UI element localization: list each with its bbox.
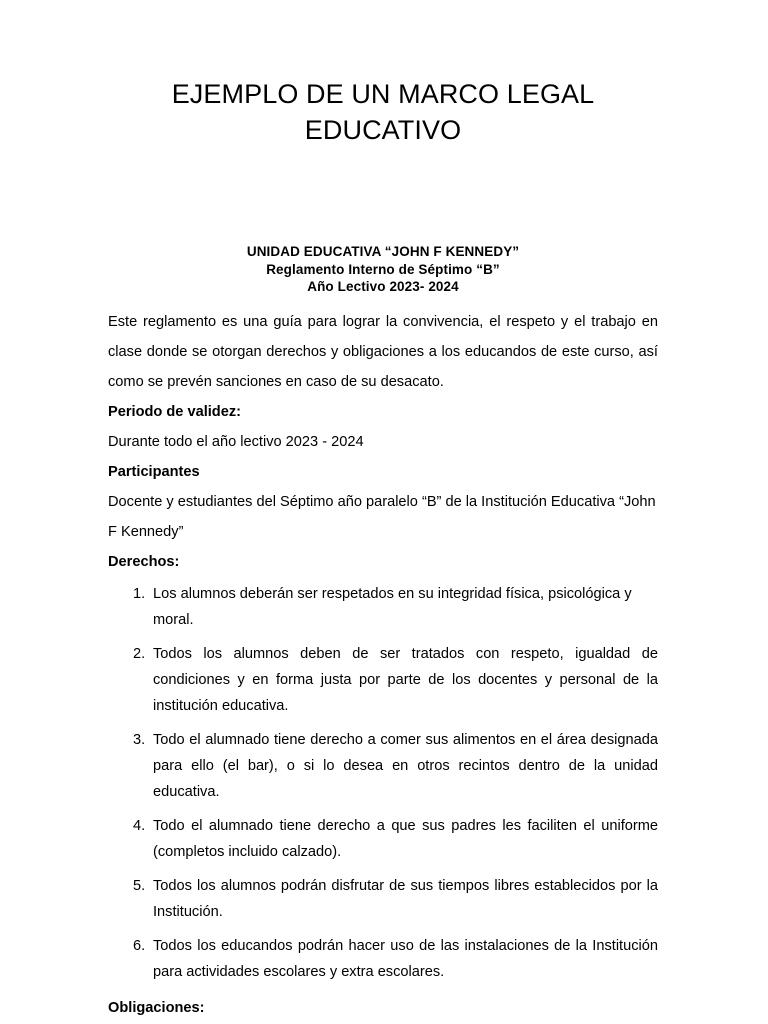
list-item-number: 3. (133, 731, 146, 748)
list-item (108, 933, 658, 985)
page-title-line-1: EJEMPLO DE UN MARCO LEGAL (171, 79, 595, 109)
intro-paragraph: Este reglamento es una guía para lograr la convivencia, el respeto y el trabajo en clase donde se otorgan derechos y obligaciones a los educandos de este curso, así como se prevén sanciones en caso de su desacato. (108, 313, 658, 390)
list-item-text: Todos los alumnos deben de ser tratados con respeto, igualdad de condiciones y en forma justa por parte de los docentes y personal de la institución educativa. (153, 645, 658, 714)
participants-label: Participantes (108, 463, 200, 480)
school-year: Año Lectivo 2023- 2024 (307, 279, 459, 294)
list-item-text: Todo el alumnado tiene derecho a que sus padres les faciliten el uniforme (completos incluido calzado). (153, 817, 658, 860)
list-item-text: Todos los educandos podrán hacer uso de las instalaciones de la Institución para actividades escolares y extra escolares. (153, 937, 658, 980)
institution-name: UNIDAD EDUCATIVA “JOHN F KENNEDY” (246, 244, 520, 259)
document-body (108, 243, 658, 1024)
list-item (108, 873, 658, 925)
institution-heading (108, 243, 658, 296)
list-item-number: 4. (133, 817, 146, 834)
list-item-number: 2. (133, 645, 146, 662)
list-item-text: Todos los alumnos podrán disfrutar de sus tiempos libres establecidos por la Institución. (153, 877, 658, 920)
list-item-text: Todo el alumnado tiene derecho a comer sus alimentos en el área designada para ello (el bar), o si lo desea en otros recintos dentro de la unidad educativa. (153, 731, 658, 800)
list-item (108, 641, 658, 719)
validity-period-label: Periodo de validez: (108, 403, 241, 420)
list-item (108, 581, 658, 633)
rights-label: Derechos: (108, 553, 180, 570)
list-item-number: 1. (133, 585, 146, 602)
list-item-number: 6. (133, 937, 146, 954)
participants-value: Docente y estudiantes del Séptimo año paralelo “B” de la Institución Educativa “John F Kennedy” (108, 493, 656, 540)
obligations-label: Obligaciones: (108, 999, 205, 1016)
list-item-number: 5. (133, 877, 146, 894)
validity-period-value: Durante todo el año lectivo 2023 - 2024 (108, 433, 364, 450)
list-item (108, 727, 658, 805)
list-item (108, 813, 658, 865)
regulation-subtitle: Reglamento Interno de Séptimo “B” (266, 261, 500, 277)
page-title (108, 76, 658, 148)
list-item-text: Los alumnos deberán ser respetados en su integridad física, psicológica y moral. (153, 585, 632, 628)
rights-list (108, 581, 658, 985)
page-title-line-2: EDUCATIVO (304, 115, 462, 145)
